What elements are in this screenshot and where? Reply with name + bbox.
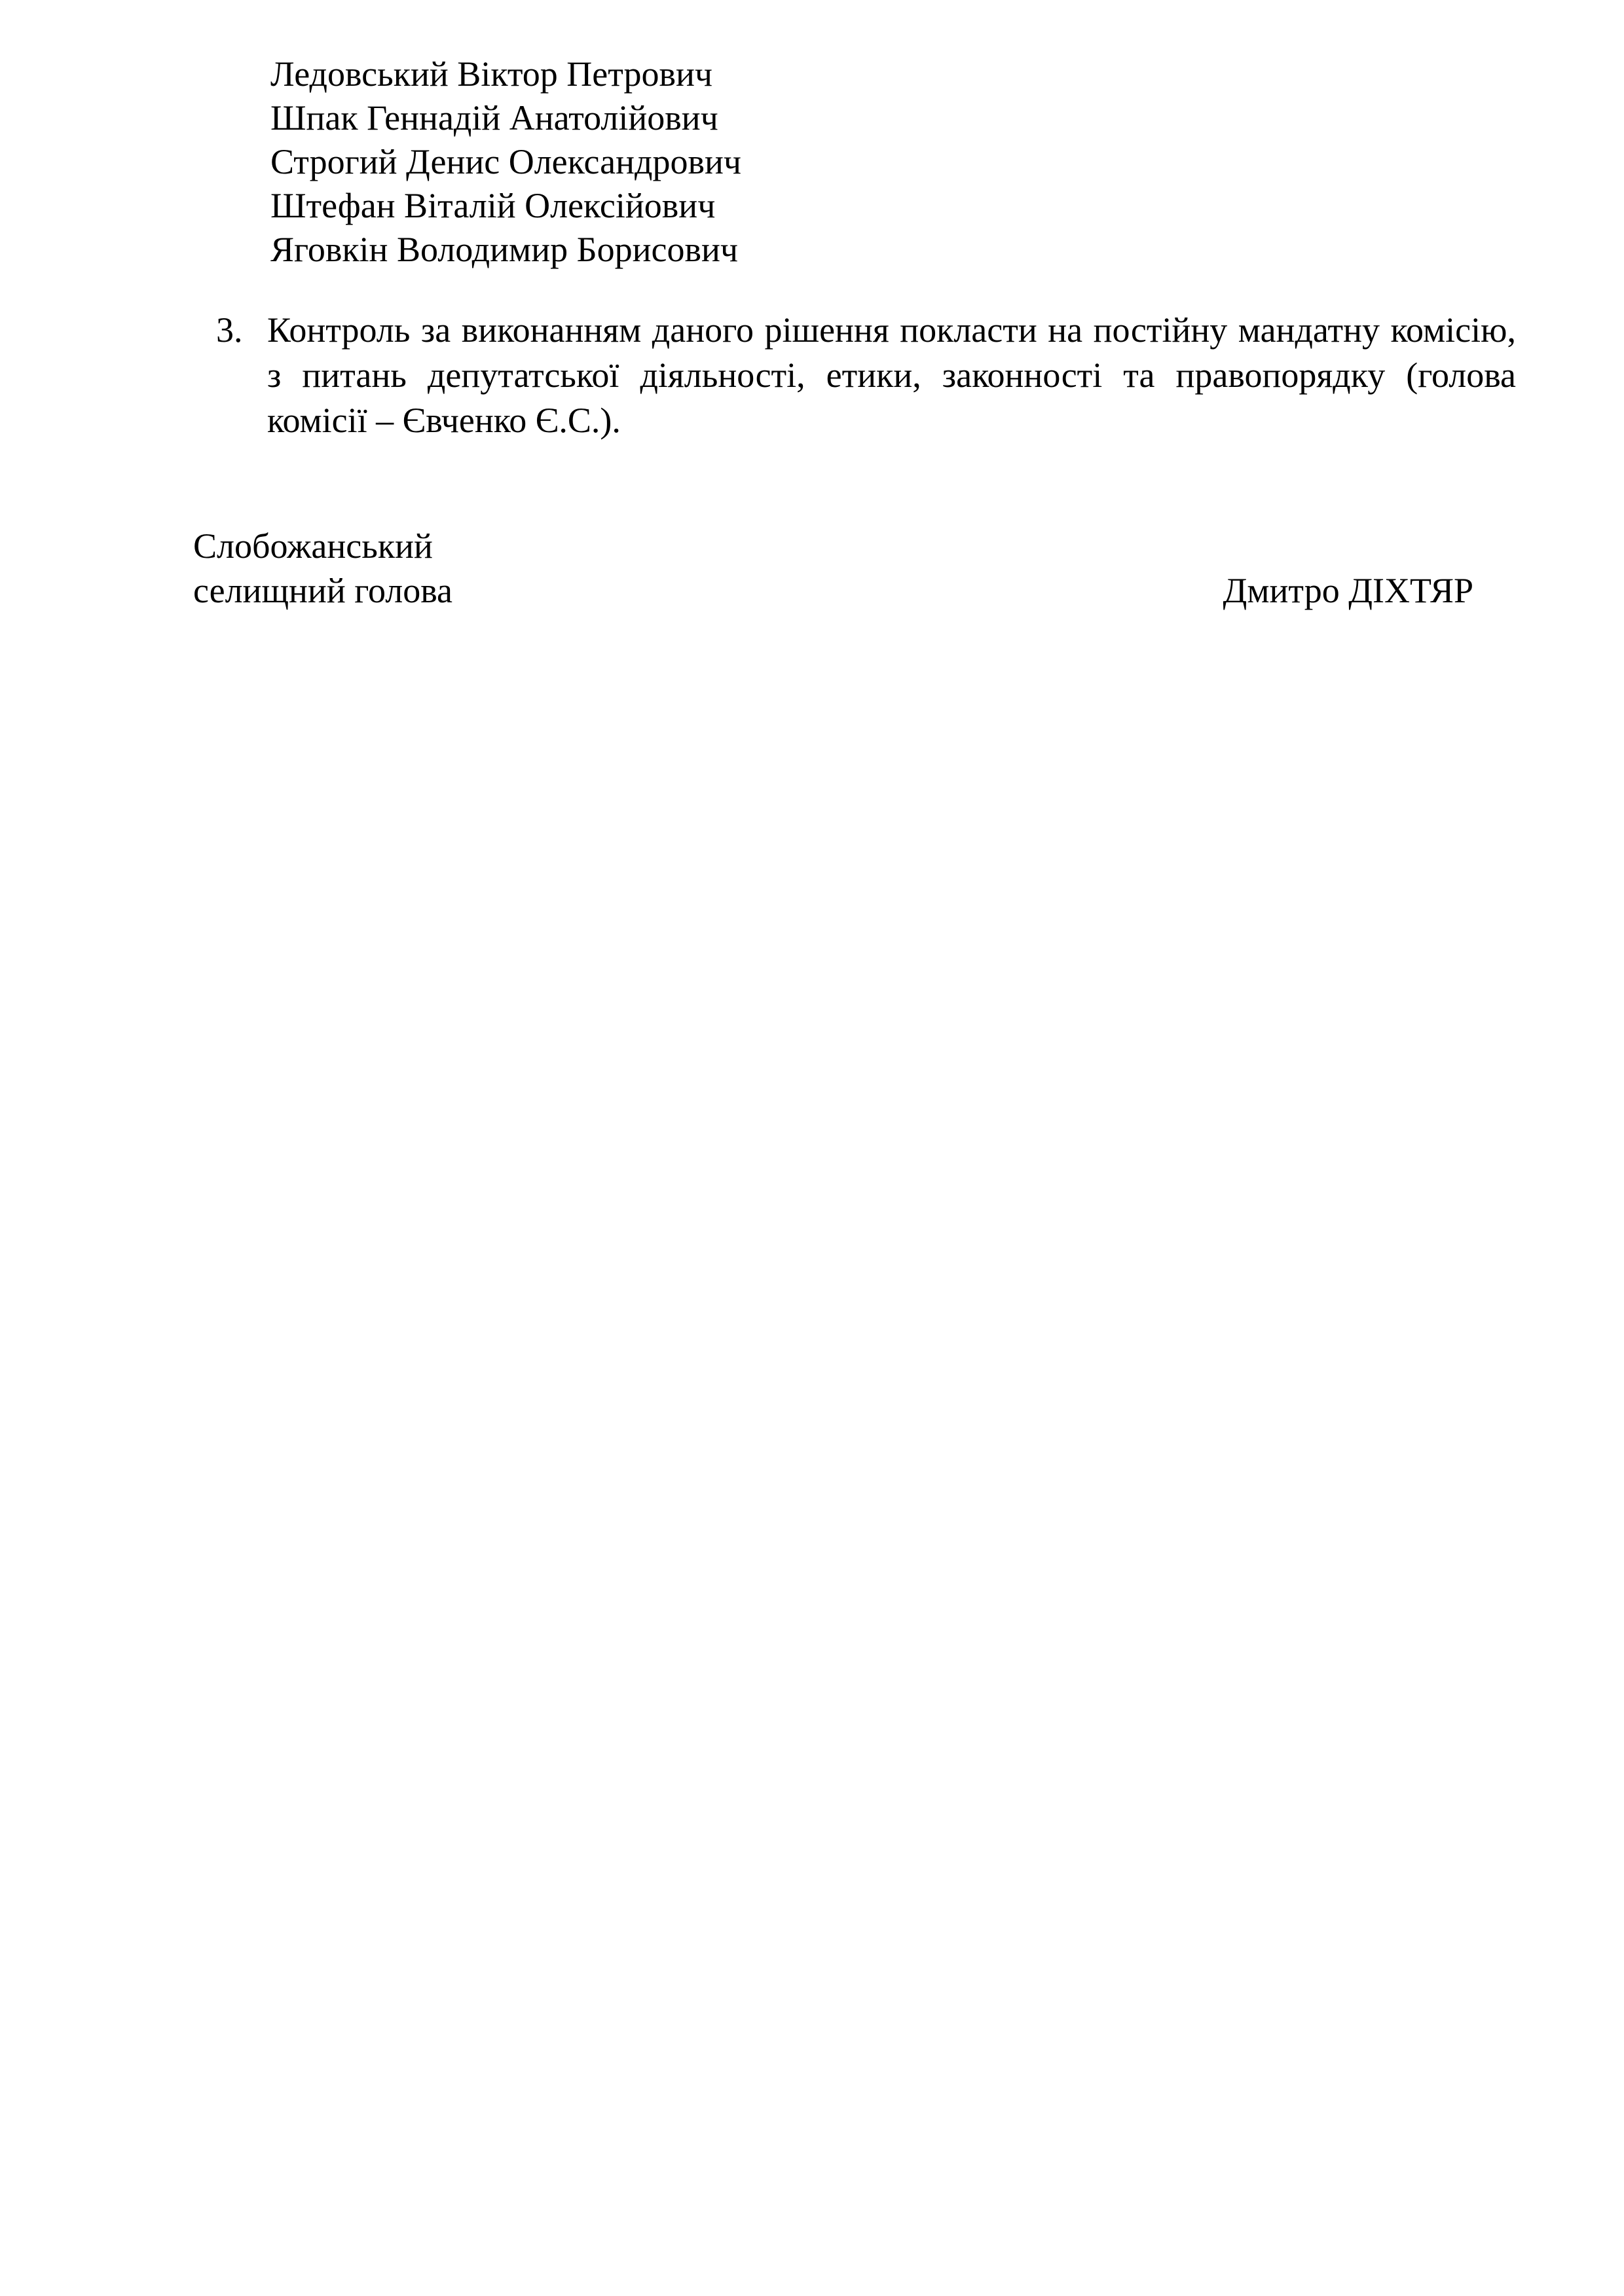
list-item: Штефан Віталій Олексійович (270, 186, 716, 225)
list-item: Строгий Денис Олександрович (270, 142, 742, 181)
numbered-item-3 (216, 308, 1516, 443)
item-text: Контроль за виконанням даного рішення покласти на постійну мандатну комісію, з питань депутатської діяльності, етики, законності та правопорядку (голова комісії – Євченко Є.С.). (267, 310, 1516, 440)
signature-name: Дмитро ДІХТЯР (1223, 571, 1473, 610)
signature-position-line-2: селищний голова (193, 571, 453, 610)
list-item: Яговкін Володимир Борисович (270, 230, 739, 269)
list-item: Ледовський Віктор Петрович (270, 54, 712, 94)
signature-position-line-1: Слобожанський (193, 526, 433, 566)
list-item: Шпак Геннадій Анатолійович (270, 98, 718, 137)
signature-position (193, 524, 452, 613)
item-number: 3. (216, 310, 243, 350)
names-list (270, 52, 1515, 272)
